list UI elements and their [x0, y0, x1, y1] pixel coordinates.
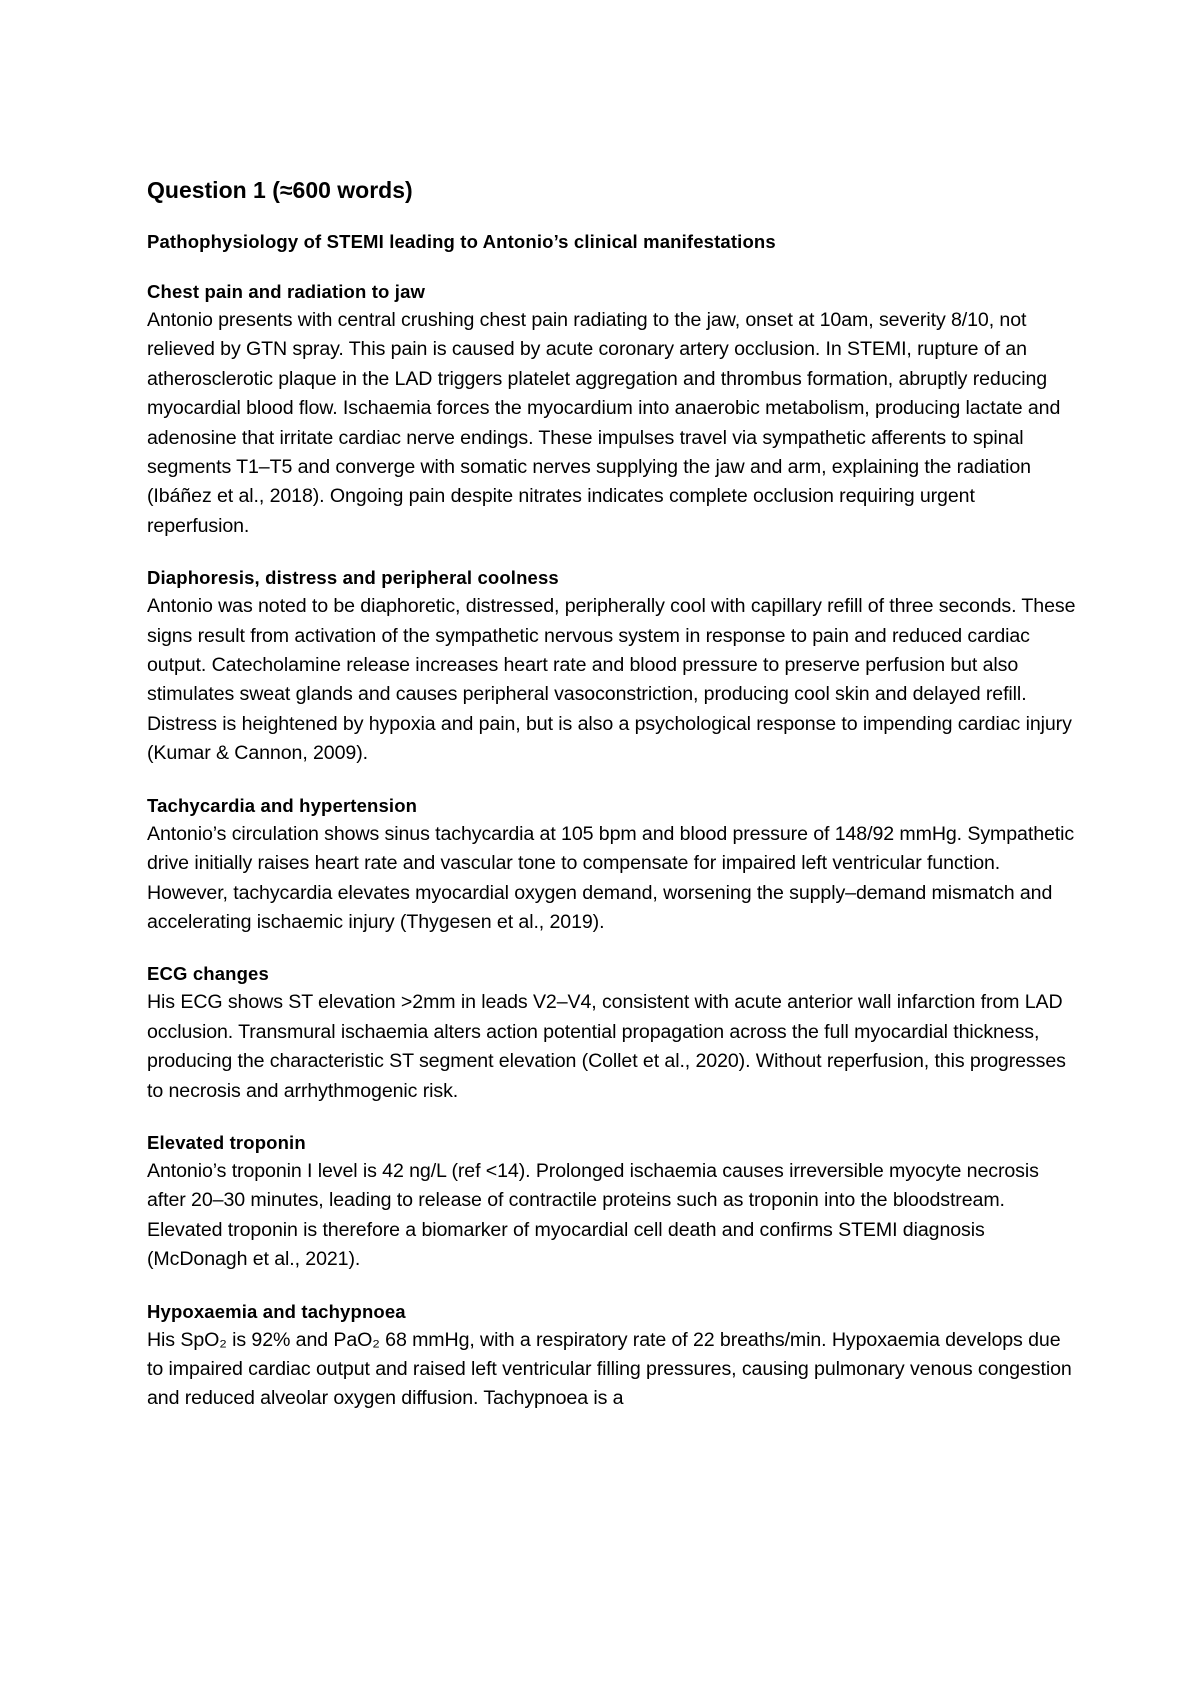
section-body: His SpO₂ is 92% and PaO₂ 68 mmHg, with a respiratory rate of 22 breaths/min. Hypoxaemia develops due to impaired cardiac output and raised left ventricular filling pressures, causing pulmonary venous congestion and reduced alveolar oxygen diffusion. Tachypnoea is a	[147, 1328, 1072, 1410]
section-troponin	[147, 1128, 1077, 1275]
section-heading: ECG changes	[147, 963, 269, 985]
section-chest-pain	[147, 277, 1077, 541]
section-body: Antonio presents with central crushing chest pain radiating to the jaw, onset at 10am, severity 8/10, not relieved by GTN spray. This pain is caused by acute coronary artery occlusion. In STEMI, rupture of an atherosclerotic plaque in the LAD triggers platelet aggregation and thrombus formation, abruptly reducing myocardial blood flow. Ischaemia forces the myocardium into anaerobic metabolism, producing lactate and adenosine that irritate cardiac nerve endings. These impulses travel via sympathetic afferents to spinal segments T1–T5 and converge with somatic nerves supplying the jaw and arm, explaining the radiation (Ibáñez et al., 2018). Ongoing pain despite nitrates indicates complete occlusion requiring urgent reperfusion.	[147, 309, 1061, 537]
section-body: His ECG shows ST elevation >2mm in leads V2–V4, consistent with acute anterior wall infarction from LAD occlusion. Transmural ischaemia alters action potential propagation across the full myocardial thickness, producing the characteristic ST segment elevation (Collet et al., 2020). Without reperfusion, this progresses to necrosis and arrhythmogenic risk.	[147, 991, 1066, 1102]
section-body: Antonio’s troponin I level is 42 ng/L (ref <14). Prolonged ischaemia causes irreversible myocyte necrosis after 20–30 minutes, leading to release of contractile proteins such as troponin into the bloodstream. Elevated troponin is therefore a biomarker of myocardial cell death and confirms STEMI diagnosis (McDonagh et al., 2021).	[147, 1159, 1039, 1271]
document-page	[147, 176, 1077, 1436]
section-heading: Diaphoresis, distress and peripheral coolness	[147, 567, 559, 589]
section-body: Antonio’s circulation shows sinus tachycardia at 105 bpm and blood pressure of 148/92 mmHg. Sympathetic drive initially raises heart rate and vascular tone to compensate for impaired left ventricular function. However, tachycardia elevates myocardial oxygen demand, worsening the supply–demand mismatch and accelerating ischaemic injury (Thygesen et al., 2019).	[147, 822, 1075, 933]
section-heading: Hypoxaemia and tachypnoea	[147, 1300, 406, 1322]
section-body: Antonio was noted to be diaphoretic, distressed, peripherally cool with capillary refill of three seconds. These signs result from activation of the sympathetic nervous system in response to pain and reduced cardiac output. Catecholamine release increases heart rate and blood pressure to preserve perfusion but also stimulates sweat glands and causes peripheral vasoconstriction, producing cool skin and delayed refill. Distress is heightened by hypoxia and pain, but is also a psychological response to impending cardiac injury (Kumar & Cannon, 2009).	[147, 595, 1076, 765]
section-heading: Elevated troponin	[147, 1131, 306, 1153]
section-diaphoresis	[147, 563, 1077, 768]
section-hypoxaemia	[147, 1297, 1077, 1414]
document-subtitle: Pathophysiology of STEMI leading to Antonio’s clinical manifestations	[147, 231, 776, 252]
section-heading: Tachycardia and hypertension	[147, 794, 418, 816]
section-tachycardia	[147, 791, 1077, 938]
section-heading: Chest pain and radiation to jaw	[147, 281, 426, 302]
document-title: Question 1 (≈600 words)	[147, 177, 413, 203]
section-ecg-changes	[147, 959, 1077, 1106]
